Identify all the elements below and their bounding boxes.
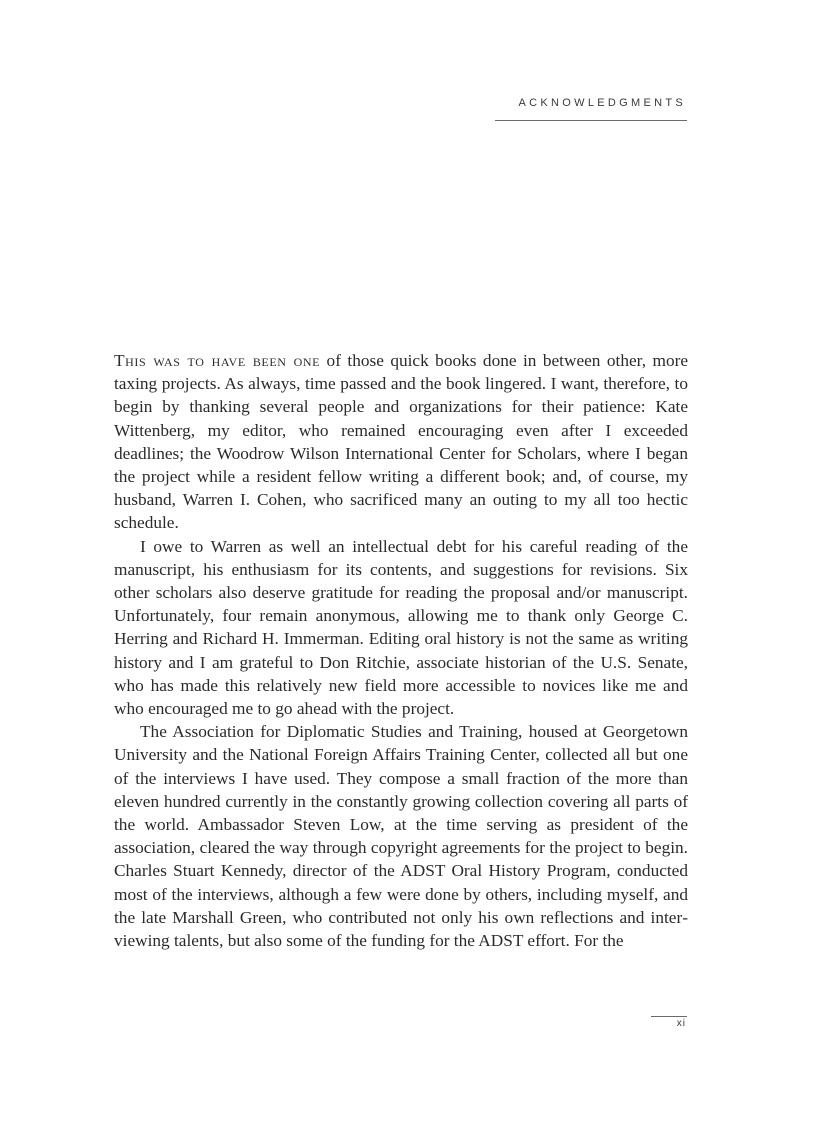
running-head-title: ACKNOWLEDGMENTS [518,97,686,109]
running-head-rule [495,120,687,121]
paragraph-1-lead-in: This was to have been one [114,351,321,370]
paragraph-3: The Association for Diplomatic Studies and Training, housed at Georgetown University and the National Foreign Affairs Training Center, collected all but one of the interviews I have used. They compose a small fraction of the more than eleven hundred currently in the constantly growing collection covering all parts of the world. Ambassador Steven Low, at the time serving as president of the association, cleared the way through copyright agreements for the project to begin. Charles Stuart Kennedy, director of the ADST Oral History Program, conducted most of the interviews, although a few were done by others, including myself, and the late Marshall Green, who contributed not only his own reflections and interviewing talents, but also some of the funding for the ADST effort. For the [114,722,688,951]
paragraph-1 [114,349,688,535]
acknowledgments-body [114,349,688,952]
paragraph-2: I owe to Warren as well an intellectual debt for his careful reading of the manuscript, his enthusiasm for its contents, and suggestions for revisions. Six other scholars also deserve gratitude for reading the proposal and/or manuscript. Unfortunately, four remain anonymous, allowing me to thank only George C. Herring and Richard H. Immerman. Editing oral history is not the same as writing history and I am grateful to Don Ritchie, associate historian of the U.S. Senate, who has made this relatively new field more accessible to novices like me and who encouraged me to go ahead with the project. [114,536,688,719]
paragraph-1-text: of those quick books done in between other, more taxing projects. As always, time passed and the book lingered. I want, therefore, to begin by thanking several people and organizations for their patience: Kate Wittenberg, my editor, who remained encouraging even after I exceeded deadlines; the Woodrow Wilson International Center for Scholars, where I began the project while a resident fellow writing a different book; and, of course, my husband, Warren I. Cohen, who sacrificed many an outing to my all too hectic schedule. [114,351,689,533]
page-number: xi [676,1018,686,1029]
page-number-rule [651,1016,687,1017]
